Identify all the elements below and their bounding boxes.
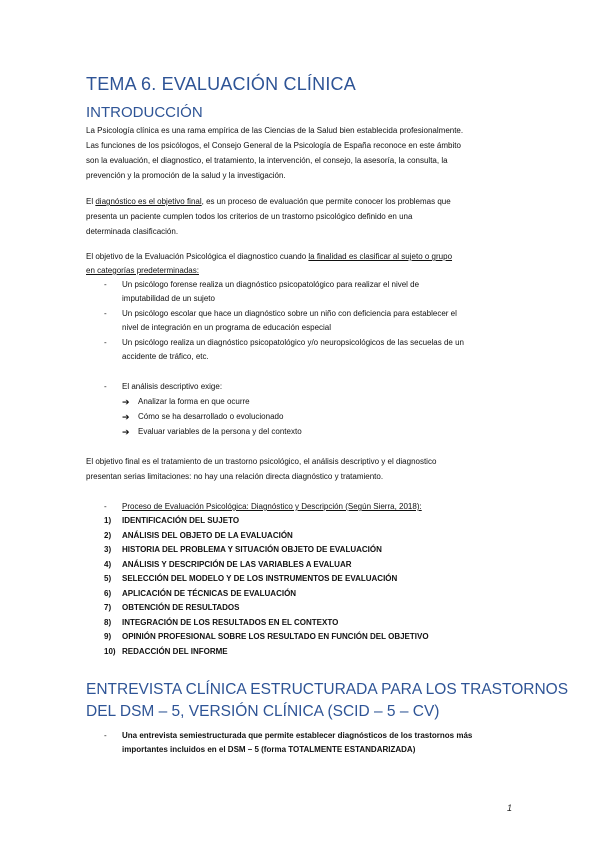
step-text: HISTORIA DEL PROBLEMA Y SITUACIÓN OBJETO DE EVALUACIÓN bbox=[122, 545, 382, 554]
step-text: IDENTIFICACIÓN DEL SUJETO bbox=[122, 516, 240, 525]
bullet-dash: - bbox=[104, 502, 107, 511]
intro-p3-underlined-1: la finalidad es clasificar al sujeto o grupo bbox=[308, 252, 453, 261]
step-text: OBTENCIÓN DE RESULTADOS bbox=[122, 603, 240, 612]
arrow-item-2: Cómo se ha desarrollado o evolucionado bbox=[138, 412, 284, 421]
intro-p3-underlined-2: en categorías predeterminadas: bbox=[86, 266, 199, 275]
step-text: SELECCIÓN DEL MODELO Y DE LOS INSTRUMENTOS DE EVALUACIÓN bbox=[122, 574, 398, 583]
bullet-2-line2: nivel de integración en un programa de educación especial bbox=[122, 323, 332, 332]
step-text: REDACCIÓN DEL INFORME bbox=[122, 647, 228, 656]
bullet-3-line1: Un psicólogo realiza un diagnóstico psicopatológico y/o neuropsicológicos de las secuelas de un bbox=[122, 338, 464, 347]
page-number: 1 bbox=[507, 803, 513, 813]
scid-bullet-line1: Una entrevista semiestructurada que permite establecer diagnósticos de los trastornos más bbox=[122, 731, 473, 740]
bullet-1-line1: Un psicólogo forense realiza un diagnóstico psicopatológico para realizar el nivel de bbox=[122, 280, 420, 289]
step-number: 6) bbox=[104, 589, 112, 598]
bullet-dash: - bbox=[104, 382, 107, 391]
step-text: ANÁLISIS DEL OBJETO DE LA EVALUACIÓN bbox=[122, 531, 293, 540]
bullet-dash: - bbox=[104, 280, 107, 289]
process-heading: Proceso de Evaluación Psicológica: Diagnóstico y Descripción (Según Sierra, 2018): bbox=[122, 502, 422, 511]
bullet-dash: - bbox=[104, 309, 107, 318]
intro-p2-line1 bbox=[86, 195, 451, 209]
arrow-item-3: Evaluar variables de la persona y del contexto bbox=[138, 427, 302, 436]
intro-p4-line1: El objetivo final es el tratamiento de un trastorno psicológico, el análisis descriptivo y el diagnostico bbox=[86, 457, 437, 466]
section-heading-introduccion: INTRODUCCIÓN bbox=[86, 104, 203, 121]
intro-p1-line4: prevención y la promoción de la salud y la investigación. bbox=[86, 171, 286, 180]
step-number: 1) bbox=[104, 516, 112, 525]
step-text: APLICACIÓN DE TÉCNICAS DE EVALUACIÓN bbox=[122, 589, 297, 598]
intro-p1-line2: Las funciones de los psicólogos, el Consejo General de la Psicología de España reconoce en este ámbito bbox=[86, 141, 461, 150]
bullet-dash: - bbox=[104, 338, 107, 347]
arrow-right-icon: ➔ bbox=[122, 412, 130, 422]
intro-p1-line3: son la evaluación, el diagnostico, el tratamiento, la intervención, el consejo, la asesoría, la consulta, la bbox=[86, 156, 448, 165]
intro-p1-line1: La Psicología clínica es una rama empírica de las Ciencias de la Salud bien establecida profesionalmente. bbox=[86, 126, 464, 135]
bullet-3-line2: accidente de tráfico, etc. bbox=[122, 352, 209, 361]
intro-p2-line2: presenta un paciente cumplen todos los criterios de un trastorno psicológico definido en una bbox=[86, 212, 413, 221]
bullet-dash: - bbox=[104, 731, 107, 740]
step-number: 9) bbox=[104, 632, 112, 641]
section-heading-scid-line2: DEL DSM – 5, VERSIÓN CLÍNICA (SCID – 5 – CV) bbox=[86, 703, 440, 720]
step-number: 10) bbox=[104, 647, 116, 656]
arrow-right-icon: ➔ bbox=[122, 397, 130, 407]
step-number: 5) bbox=[104, 574, 112, 583]
arrow-item-1: Analizar la forma en que ocurre bbox=[138, 397, 250, 406]
step-number: 8) bbox=[104, 618, 112, 627]
intro-p2-post: , es un proceso de evaluación que permite conocer los problemas que bbox=[201, 197, 451, 206]
bullet-2-line1: Un psicólogo escolar que hace un diagnóstico sobre un niño con deficiencia para establecer el bbox=[122, 309, 457, 318]
step-number: 3) bbox=[104, 545, 112, 554]
step-number: 7) bbox=[104, 603, 112, 612]
page-title: TEMA 6. EVALUACIÓN CLÍNICA bbox=[86, 74, 356, 94]
intro-p3-line1 bbox=[86, 250, 452, 264]
intro-p2-underlined: diagnóstico es el objetivo final bbox=[95, 197, 202, 206]
step-text: OPINIÓN PROFESIONAL SOBRE LOS RESULTADO EN FUNCIÓN DEL OBJETIVO bbox=[122, 632, 429, 641]
step-text: INTEGRACIÓN DE LOS RESULTADOS EN EL CONTEXTO bbox=[122, 618, 339, 627]
descriptive-heading: El análisis descriptivo exige: bbox=[122, 382, 223, 391]
arrow-right-icon: ➔ bbox=[122, 427, 130, 437]
intro-p2-line3: determinada clasificación. bbox=[86, 227, 179, 236]
step-number: 4) bbox=[104, 560, 112, 569]
step-text: ANÁLISIS Y DESCRIPCIÓN DE LAS VARIABLES A EVALUAR bbox=[122, 560, 352, 569]
intro-p3-pre: El objetivo de la Evaluación Psicológica el diagnostico cuando bbox=[86, 252, 309, 261]
section-heading-scid-line1: ENTREVISTA CLÍNICA ESTRUCTURADA PARA LOS TRASTORNOS bbox=[86, 681, 569, 698]
scid-bullet-line2: importantes incluidos en el DSM – 5 (forma TOTALMENTE ESTANDARIZADA) bbox=[122, 745, 416, 754]
step-number: 2) bbox=[104, 531, 112, 540]
intro-p2-pre: El bbox=[86, 197, 96, 206]
intro-p4-line2: presentan serias limitaciones: no hay una relación directa diagnóstico y tratamiento. bbox=[86, 472, 384, 481]
bullet-1-line2: imputabilidad de un sujeto bbox=[122, 294, 215, 303]
